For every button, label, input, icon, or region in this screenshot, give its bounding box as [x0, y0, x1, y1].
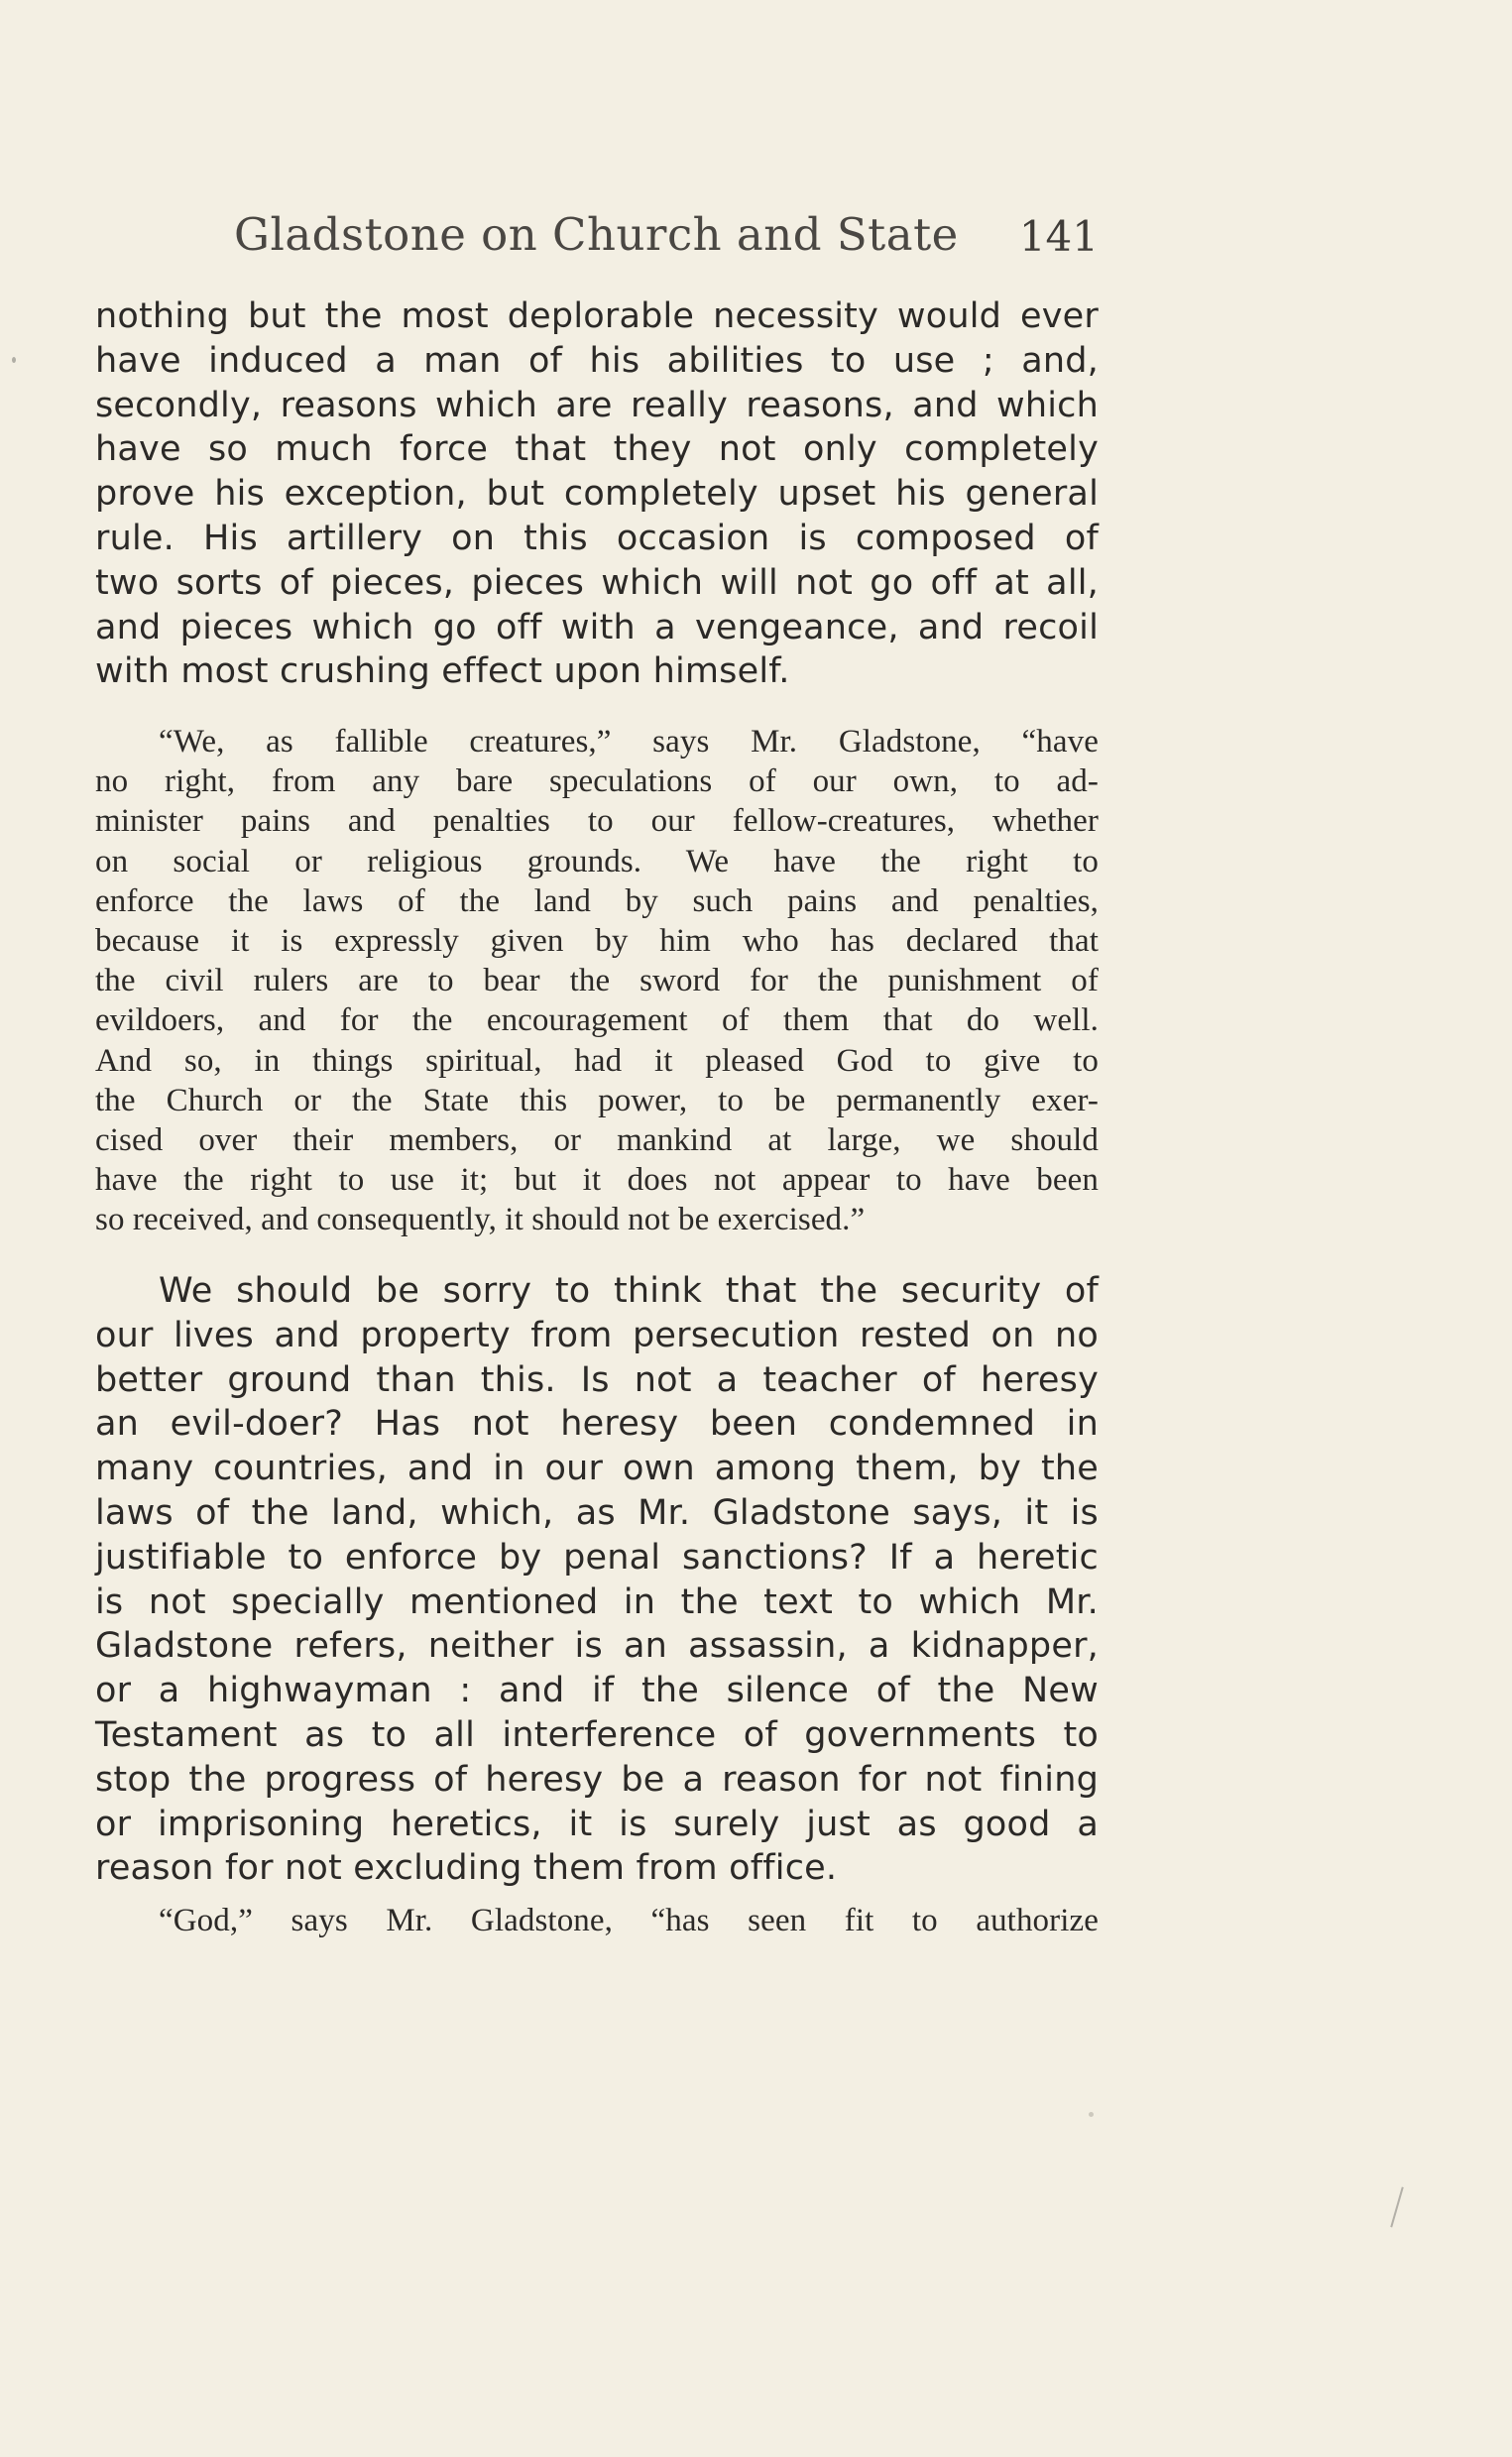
text-line: our lives and property from persecution rested on no	[95, 1315, 1099, 1355]
text-line: secondly, reasons which are really reasons, and which	[95, 385, 1099, 425]
quotation-2	[95, 1901, 1099, 1940]
paragraph-1	[95, 294, 1099, 694]
text-line: or imprisoning heretics, it is surely just as good a	[95, 1804, 1099, 1844]
text-line: We should be sorry to think that the security of	[159, 1271, 1099, 1311]
text-line: nothing but the most deplorable necessity would ever	[95, 296, 1099, 336]
text-line: “We, as fallible creatures,” says Mr. Gladstone, “have	[159, 724, 1099, 760]
text-line: better ground than this. Is not a teacher of heresy	[95, 1359, 1099, 1400]
text-line: rule. His artillery on this occasion is composed of	[95, 518, 1099, 558]
text-line: stop the progress of heresy be a reason for not fining	[95, 1759, 1099, 1800]
text-line: cised over their members, or mankind at large, we should	[95, 1122, 1099, 1159]
text-line: minister pains and penalties to our fellow-creatures, whether	[95, 803, 1099, 840]
text-line: the Church or the State this power, to be permanently exer-	[95, 1082, 1099, 1118]
text-line: and pieces which go off with a vengeance, and recoil	[95, 607, 1099, 647]
text-line: so received, and consequently, it should not be exercised.”	[95, 1202, 866, 1238]
text-line: an evil-doer? Has not heresy been condemned in	[95, 1404, 1099, 1445]
text-line: reason for not excluding them from office.	[95, 1848, 838, 1889]
text-line: enforce the laws of the land by such pains and penalties,	[95, 882, 1099, 919]
text-line: laws of the land, which, as Mr. Gladstone says, it is	[95, 1492, 1099, 1533]
text-line: two sorts of pieces, pieces which will not go off at all,	[95, 562, 1099, 603]
text-line: Testament as to all interference of governments to	[95, 1714, 1099, 1755]
text-line: evildoers, and for the encouragement of them that do well.	[95, 1002, 1099, 1039]
text-line: prove his exception, but completely upset his general	[95, 474, 1099, 515]
text-line: with most crushing effect upon himself.	[95, 651, 790, 692]
page-number: 141	[1018, 212, 1099, 261]
pencil-slash-mark	[1390, 2187, 1403, 2228]
text-line: on social or religious grounds. We have the right to	[95, 843, 1099, 879]
page-speck-mark	[1089, 2112, 1094, 2117]
text-line: Gladstone refers, neither is an assassin, a kidnapper,	[95, 1626, 1099, 1667]
text-line: the civil rulers are to bear the sword for the punishment of	[95, 963, 1099, 999]
text-line: have the right to use it; but it does not appear to have been	[95, 1162, 1099, 1199]
text-line: “God,” says Mr. Gladstone, “has seen fit to authorize	[159, 1903, 1099, 1938]
text-line: no right, from any bare speculations of our own, to ad-	[95, 763, 1099, 800]
text-line: or a highwayman : and if the silence of the New	[95, 1671, 1099, 1711]
text-line: because it is expressly given by him who has declared that	[95, 923, 1099, 960]
quotation-1	[95, 722, 1099, 1240]
text-line: And so, in things spiritual, had it pleased God to give to	[95, 1042, 1099, 1079]
running-head	[95, 198, 1099, 268]
text-line: justifiable to enforce by penal sanctions? If a heretic	[95, 1537, 1099, 1578]
paragraph-2	[95, 1269, 1099, 1891]
text-line: have induced a man of his abilities to use ; and,	[95, 340, 1099, 381]
text-line: is not specially mentioned in the text to which Mr.	[95, 1581, 1099, 1622]
text-line: have so much force that they not only completely	[95, 429, 1099, 470]
text-line: many countries, and in our own among them, by the	[95, 1449, 1099, 1489]
margin-dot-mark	[12, 357, 16, 363]
running-title: Gladstone on Church and State	[234, 208, 959, 261]
